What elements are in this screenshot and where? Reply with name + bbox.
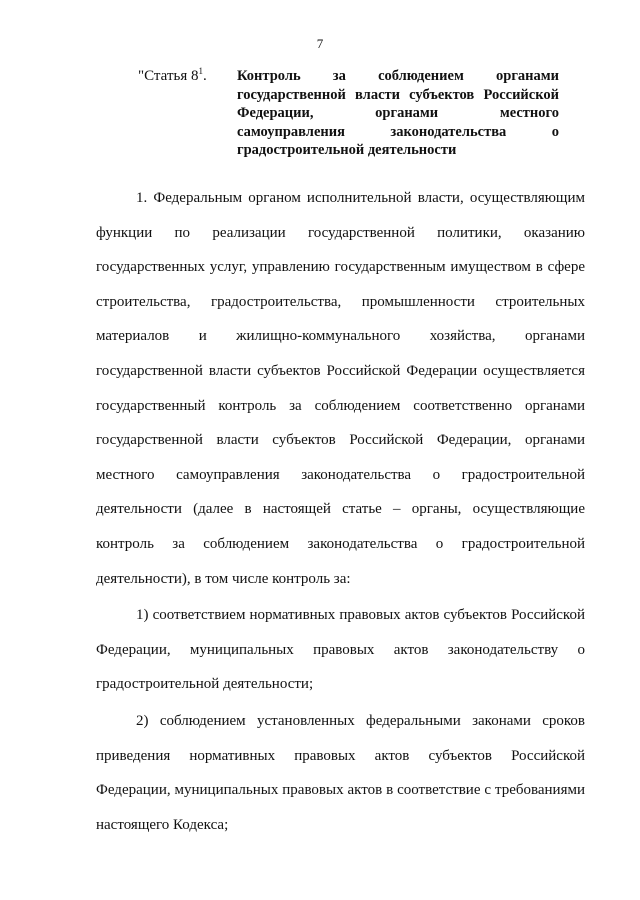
article-title-line: государственной власти субъектов Российской xyxy=(237,86,559,103)
article-title-line: Федерации, органами местного xyxy=(237,105,559,121)
paragraph-1-line: государственной власти субъектов Российской Федерации, органами xyxy=(96,432,585,449)
paragraph-1-line: контроль за соблюдением законодательства о градостроительной xyxy=(96,535,585,552)
paragraph-1-line: материалов и жилищно-коммунального хозяйства, органами xyxy=(96,328,585,345)
paragraph-1-line: местного самоуправления законодательства о градостроительной xyxy=(96,466,585,483)
paragraph-1-line: 1. Федеральным органом исполнительной власти, осуществляющим xyxy=(136,190,585,206)
paragraph-1-line: государственной власти субъектов Российской Федерации осуществляется xyxy=(96,362,585,379)
paragraph-1-line: деятельности), в том числе контроль за: xyxy=(96,570,351,587)
item-1-line: Федерации, муниципальных правовых актов законодательству о xyxy=(96,641,585,658)
article-title-line: градостроительной деятельности xyxy=(237,142,457,158)
article-label xyxy=(138,66,207,85)
article-title-line: самоуправления законодательства о xyxy=(237,123,559,140)
item-2-line: приведения нормативных правовых актов субъектов Российской xyxy=(96,747,585,764)
item-1-line: градостроительной деятельности; xyxy=(96,676,314,693)
paragraph-1-line: функции по реализации государственной политики, оказанию xyxy=(96,224,585,241)
item-2-line: 2) соблюдением установленных федеральными законами сроков xyxy=(136,712,585,729)
paragraph-1-line: государственный контроль за соблюдением соответственно органами xyxy=(96,397,585,414)
page-number: 7 xyxy=(316,36,324,51)
paragraph-1-line: государственных услуг, управлению государственным имуществом в сфере xyxy=(96,259,585,276)
article-title-line: Контроль за соблюдением органами xyxy=(237,68,559,84)
article-body xyxy=(96,181,585,842)
article-label-superscript: 1 xyxy=(198,66,203,76)
paragraph-1-line: деятельности (далее в настоящей статье – органы, осуществляющие xyxy=(96,501,585,518)
item-2-line: Федерации, муниципальных правовых актов в соответствие с требованиями xyxy=(96,782,585,799)
article-label-suffix: . xyxy=(202,68,207,84)
item-2-line: настоящего Кодекса; xyxy=(96,816,229,833)
paragraph-1-line: строительства, градостроительства, промышленности строительных xyxy=(96,293,585,310)
article-label-text: "Статья 8 xyxy=(138,68,199,84)
item-1-line: 1) соответствием нормативных правовых актов субъектов Российской xyxy=(136,607,585,624)
article-title xyxy=(237,67,559,160)
